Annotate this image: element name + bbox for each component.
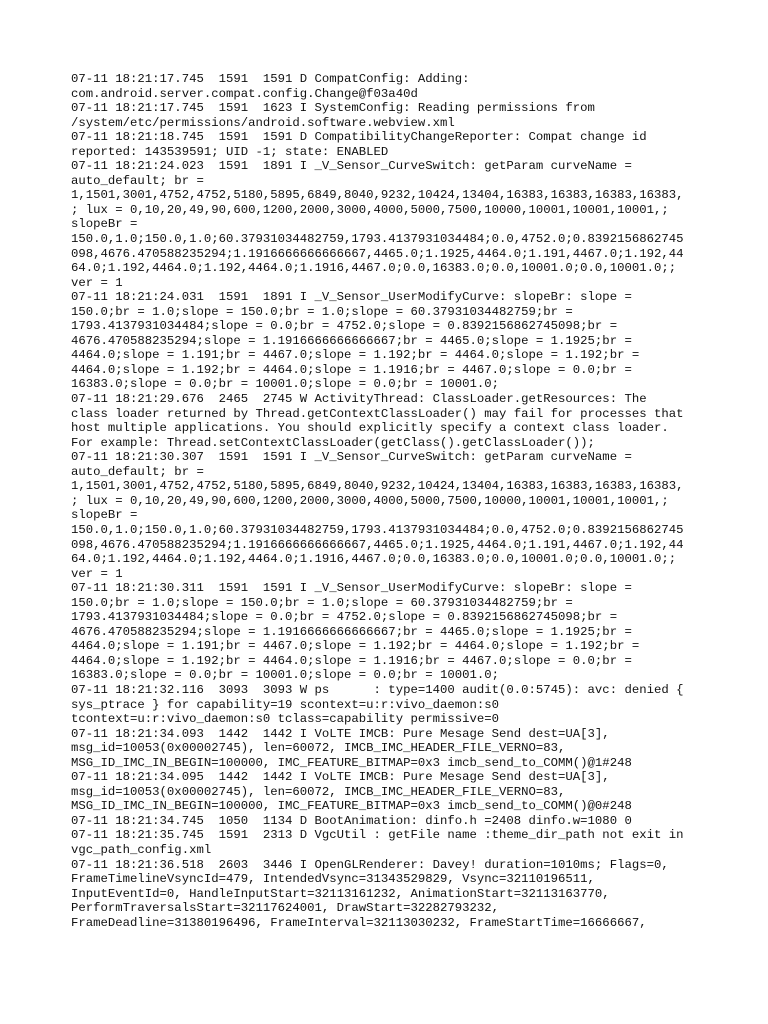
log-line: slopeBr = (71, 217, 138, 232)
log-line: ver = 1 (71, 566, 123, 581)
log-line: For example: Thread.setContextClassLoader(getClass().getClassLoader()); (71, 435, 595, 450)
log-line: 07-11 18:21:34.095 1442 1442 I VoLTE IMCB: Pure Mesage Send dest=UA[3], (71, 770, 610, 785)
log-line: 150.0,1.0;150.0,1.0;60.37931034482759,1793.4137931034484;0.0,4752.0;0.8392156862745 (71, 232, 684, 247)
log-line: InputEventId=0, HandleInputStart=32113161232, AnimationStart=32113163770, (71, 886, 610, 901)
log-line: PerformTraversalsStart=32117624001, DrawStart=32282793232, (71, 901, 500, 916)
log-line: 4464.0;slope = 1.192;br = 4464.0;slope = 1.1916;br = 4467.0;slope = 0.0;br = (71, 362, 632, 377)
log-line: MSG_ID_IMC_IN_BEGIN=100000, IMC_FEATURE_BITMAP=0x3 imcb_send_to_COMM()@0#248 (71, 799, 632, 814)
log-line: 07-11 18:21:29.676 2465 2745 W ActivityThread: ClassLoader.getResources: The (71, 392, 647, 407)
log-line: slopeBr = (71, 508, 138, 523)
log-line: msg_id=10053(0x00002745), len=60072, IMCB_IMC_HEADER_FILE_VERNO=83, (71, 784, 566, 799)
log-line: 4464.0;slope = 1.192;br = 4464.0;slope = 1.1916;br = 4467.0;slope = 0.0;br = (71, 653, 632, 668)
log-line: /system/etc/permissions/android.software.webview.xml (71, 115, 455, 130)
log-line: 07-11 18:21:30.307 1591 1591 I _V_Sensor_CurveSwitch: getParam curveName = (71, 450, 632, 465)
log-line: sys_ptrace } for capability=19 scontext=u:r:vivo_daemon:s0 (71, 697, 500, 712)
log-line: 07-11 18:21:24.031 1591 1891 I _V_Sensor_UserModifyCurve: slopeBr: slope = (71, 290, 632, 305)
log-line: msg_id=10053(0x00002745), len=60072, IMCB_IMC_HEADER_FILE_VERNO=83, (71, 741, 566, 756)
log-line: 07-11 18:21:34.093 1442 1442 I VoLTE IMCB: Pure Mesage Send dest=UA[3], (71, 726, 610, 741)
log-line: com.android.server.compat.config.Change@f03a40d (71, 86, 418, 101)
log-line: 4676.470588235294;slope = 1.1916666666666667;br = 4465.0;slope = 1.1925;br = (71, 624, 632, 639)
log-line: host multiple applications. You should explicitly specify a context class loader. (71, 421, 669, 436)
log-line: reported: 143539591; UID -1; state: ENABLED (71, 144, 389, 159)
log-line: vgc_path_config.xml (71, 842, 212, 857)
log-line: MSG_ID_IMC_IN_BEGIN=100000, IMC_FEATURE_BITMAP=0x3 imcb_send_to_COMM()@1#248 (71, 755, 632, 770)
log-line: 07-11 18:21:36.518 2603 3446 I OpenGLRenderer: Davey! duration=1010ms; Flags=0, (71, 857, 669, 872)
log-line: 150.0,1.0;150.0,1.0;60.37931034482759,1793.4137931034484;0.0,4752.0;0.8392156862745 (71, 522, 684, 537)
log-line: 64.0;1.192,4464.0;1.192,4464.0;1.1916,4467.0;0.0,16383.0;0.0,10001.0;0.0,10001.0;; (71, 261, 677, 276)
log-line: 07-11 18:21:17.745 1591 1623 I SystemConfig: Reading permissions from (71, 101, 595, 116)
log-line: 150.0;br = 1.0;slope = 150.0;br = 1.0;slope = 60.37931034482759;br = (71, 595, 573, 610)
log-line: 16383.0;slope = 0.0;br = 10001.0;slope = 0.0;br = 10001.0; (71, 377, 500, 392)
log-line: 07-11 18:21:17.745 1591 1591 D CompatConfig: Adding: (71, 72, 470, 86)
log-line: 07-11 18:21:35.745 1591 2313 D VgcUtil : getFile name :theme_dir_path not exit in (71, 828, 684, 843)
log-line: ; lux = 0,10,20,49,90,600,1200,2000,3000,4000,5000,7500,10000,10001,10001,10001,; (71, 493, 669, 508)
log-line: 1793.4137931034484;slope = 0.0;br = 4752.0;slope = 0.8392156862745098;br = (71, 319, 618, 334)
log-line: 098,4676.470588235294;1.1916666666666667,4465.0;1.1925,4464.0;1.191,4467.0;1.192,44 (71, 246, 684, 261)
log-line: class loader returned by Thread.getContextClassLoader() may fail for processes that (71, 406, 684, 421)
log-line: FrameTimelineVsyncId=479, IntendedVsync=31343529829, Vsync=32110196511, (71, 872, 595, 887)
log-line: ver = 1 (71, 275, 123, 290)
log-line: FrameDeadline=31380196496, FrameInterval=32113030232, FrameStartTime=16666667, (71, 915, 647, 930)
log-line: auto_default; br = (71, 173, 204, 188)
log-line: 1,1501,3001,4752,4752,5180,5895,6849,8040,9232,10424,13404,16383,16383,16383,16383, (71, 188, 684, 203)
log-line: 07-11 18:21:18.745 1591 1591 D CompatibilityChangeReporter: Compat change id (71, 130, 647, 145)
log-line: tcontext=u:r:vivo_daemon:s0 tclass=capability permissive=0 (71, 712, 500, 727)
log-line: 150.0;br = 1.0;slope = 150.0;br = 1.0;slope = 60.37931034482759;br = (71, 304, 573, 319)
log-line: 4464.0;slope = 1.191;br = 4467.0;slope = 1.192;br = 4464.0;slope = 1.192;br = (71, 639, 640, 654)
log-line: 4464.0;slope = 1.191;br = 4467.0;slope = 1.192;br = 4464.0;slope = 1.192;br = (71, 348, 640, 363)
log-line: 16383.0;slope = 0.0;br = 10001.0;slope = 0.0;br = 10001.0; (71, 668, 500, 683)
log-line: 1,1501,3001,4752,4752,5180,5895,6849,8040,9232,10424,13404,16383,16383,16383,16383, (71, 479, 684, 494)
log-line: 098,4676.470588235294;1.1916666666666667,4465.0;1.1925,4464.0;1.191,4467.0;1.192,44 (71, 537, 684, 552)
log-line: ; lux = 0,10,20,49,90,600,1200,2000,3000,4000,5000,7500,10000,10001,10001,10001,; (71, 202, 669, 217)
log-line: 07-11 18:21:24.023 1591 1891 I _V_Sensor_CurveSwitch: getParam curveName = (71, 159, 632, 174)
log-text (71, 72, 711, 930)
log-line: 1793.4137931034484;slope = 0.0;br = 4752.0;slope = 0.8392156862745098;br = (71, 610, 618, 625)
log-line: 07-11 18:21:34.745 1050 1134 D BootAnimation: dinfo.h =2408 dinfo.w=1080 0 (71, 813, 632, 828)
log-line: auto_default; br = (71, 464, 204, 479)
log-line: 4676.470588235294;slope = 1.1916666666666667;br = 4465.0;slope = 1.1925;br = (71, 333, 632, 348)
log-line: 64.0;1.192,4464.0;1.192,4464.0;1.1916,4467.0;0.0,16383.0;0.0,10001.0;0.0,10001.0;; (71, 552, 677, 567)
log-line: 07-11 18:21:32.116 3093 3093 W ps : type=1400 audit(0.0:5745): avc: denied { (71, 682, 684, 697)
log-line: 07-11 18:21:30.311 1591 1591 I _V_Sensor_UserModifyCurve: slopeBr: slope = (71, 581, 632, 596)
